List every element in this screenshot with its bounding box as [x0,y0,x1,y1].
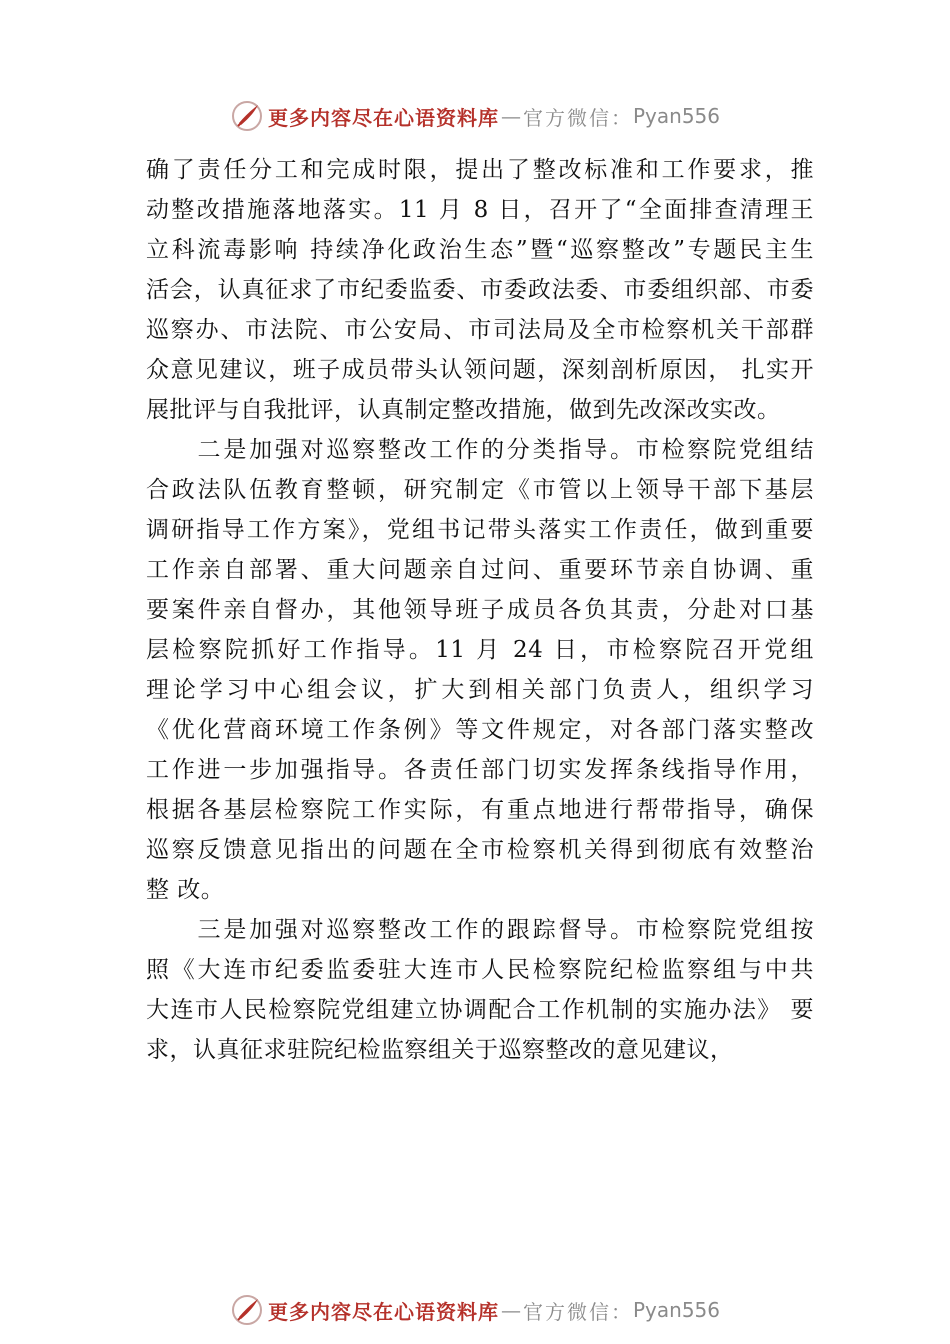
text-line: 活会，认真征求了市纪委监委、市委政法委、市委组织部、市委 [146,277,814,303]
text-line: 求，认真征求驻院纪检监察组关于巡察整改的意见建议， [146,1037,734,1063]
text-line: 动整改措施落地落实。11 月 8 日，召开了“全面排查清理王 [146,197,814,223]
text-line: 巡察反馈意见指出的问题在全市检察机关得到彻底有效整治 [146,837,814,863]
footer-dash: — [500,1298,521,1322]
text-line: 层检察院抓好工作指导。11 月 24 日，市检察院召开党组 [146,637,814,663]
text-line: 确了责任分工和完成时限，提出了整改标准和工作要求，推 [146,157,814,183]
text-line: 根据各基层检察院工作实际，有重点地进行帮带指导，确保 [146,797,814,823]
quill-logo-icon [230,1293,264,1327]
footer-wechat-account: Pyan556 [632,1298,720,1322]
header-wechat-account: Pyan556 [632,104,720,128]
text-line: 大连市人民检察院党组建立协调配合工作机制的实施办法》 要 [146,997,814,1023]
footer-brand-text: 更多内容尽在心语资料库 [267,1299,499,1324]
text-line: 理论学习中心组会议，扩大到相关部门负责人，组织学习 [146,677,814,703]
text-line: 合政法队伍教育整顿，研究制定《市管以上领导干部下基层 [146,477,814,503]
text-line: 立科流毒影响 持续净化政治生态”暨“巡察整改”专题民主生 [146,237,814,263]
text-line: 调研指导工作方案》，党组书记带头落实工作责任，做到重要 [146,517,814,543]
document-body [146,150,814,1070]
text-line: 三是加强对巡察整改工作的跟踪督导。市检察院党组按 [146,917,814,943]
text-line: 《优化营商环境工作条例》等文件规定，对各部门落实整改 [146,717,814,743]
text-line: 照《大连市纪委监委驻大连市人民检察院纪检监察组与中共 [146,957,814,983]
header-dash: — [500,104,521,128]
text-line: 巡察办、市法院、市公安局、市司法局及全市检察机关干部群 [146,317,814,343]
text-line: 众意见建议，班子成员带头认领问题，深刻剖析原因， 扎实开 [146,357,814,383]
quill-logo-icon [230,99,264,133]
header-banner [0,96,950,136]
footer-wechat-label: 官方微信： [522,1299,633,1324]
text-line: 要案件亲自督办，其他领导班子成员各负其责，分赴对口基 [146,597,814,623]
text-line: 展批评与自我批评，认真制定整改措施，做到先改深改实改。 [146,397,781,423]
text-line: 工作亲自部署、重大问题亲自过问、重要环节亲自协调、重 [146,557,814,583]
text-line: 整 改。 [146,877,225,903]
header-wechat-label: 官方微信： [522,105,633,130]
text-line: 二是加强对巡察整改工作的分类指导。市检察院党组结 [146,437,814,463]
text-line: 工作进一步加强指导。各责任部门切实发挥条线指导作用， [146,757,814,783]
footer-banner [0,1290,950,1330]
header-brand-text: 更多内容尽在心语资料库 [267,105,499,130]
